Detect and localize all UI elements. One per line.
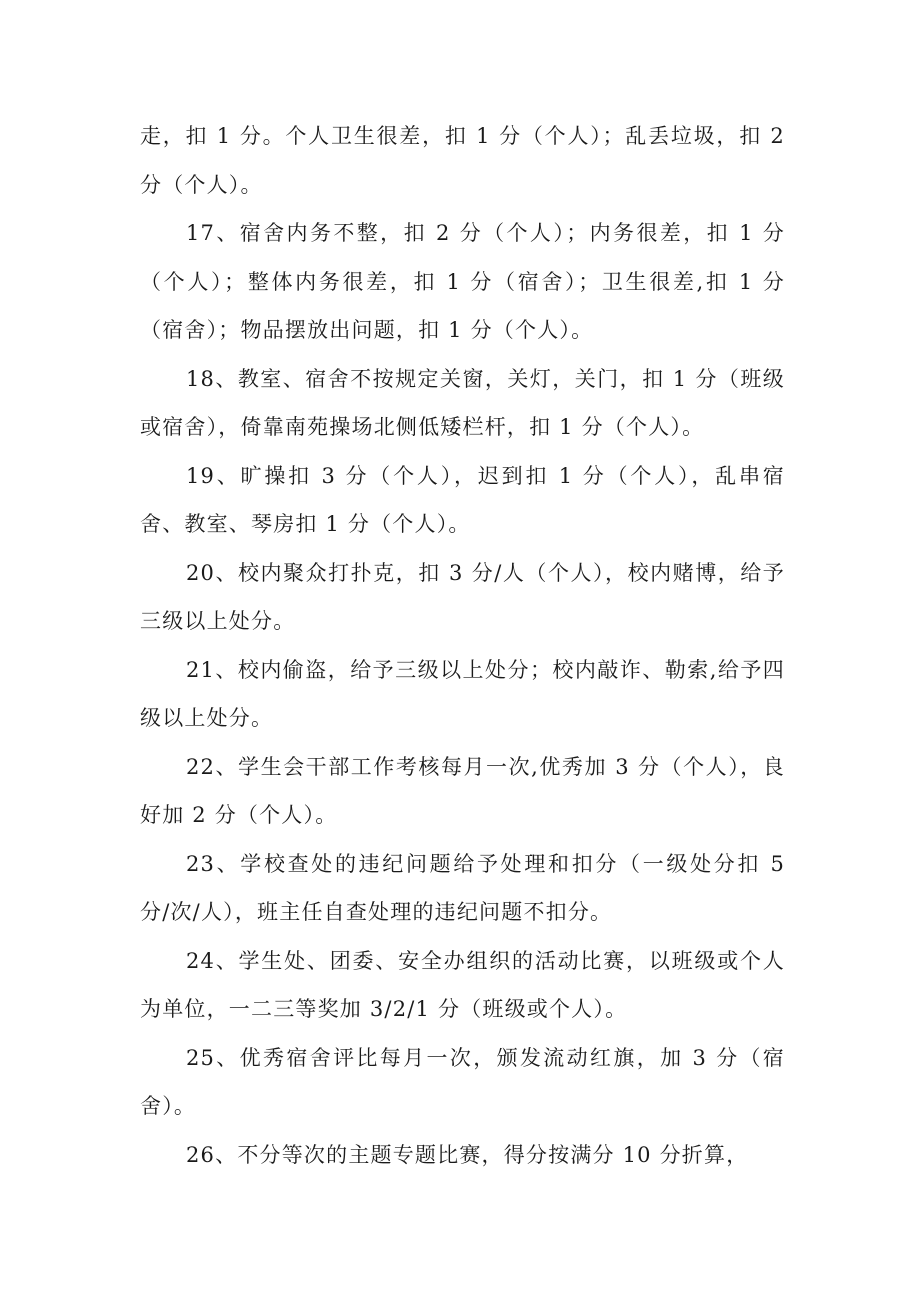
paragraph-continuation: 走，扣 1 分。个人卫生很差，扣 1 分（个人）；乱丢垃圾，扣 2 分（个人）。 xyxy=(140,124,785,197)
paragraph-rule-19: 19、旷操扣 3 分（个人），迟到扣 1 分（个人），乱串宿舍、教室、琴房扣 1 分（个人）。 xyxy=(140,463,785,536)
paragraph-rule-23: 23、学校查处的违纪问题给予处理和扣分（一级处分扣 5 分/次/人），班主任自查处理的违纪问题不扣分。 xyxy=(140,851,785,924)
paragraph-rule-25: 25、优秀宿舍评比每月一次，颁发流动红旗，加 3 分（宿舍）。 xyxy=(140,1045,785,1118)
paragraph-rule-18: 18、教室、宿舍不按规定关窗，关灯，关门，扣 1 分（班级或宿舍），倚靠南苑操场北侧低矮栏杆，扣 1 分（个人）。 xyxy=(140,366,785,439)
paragraph-rule-17: 17、宿舍内务不整，扣 2 分（个人）；内务很差，扣 1 分（个人）；整体内务很差，扣 1 分（宿舍）；卫生很差,扣 1 分（宿舍）；物品摆放出问题，扣 1 分（个人）。 xyxy=(140,221,785,342)
paragraph-rule-24: 24、学生处、团委、安全办组织的活动比赛，以班级或个人为单位，一二三等奖加 3/2/1 分（班级或个人）。 xyxy=(140,948,785,1021)
paragraph-rule-20: 20、校内聚众打扑克，扣 3 分/人（个人），校内赌博，给予三级以上处分。 xyxy=(140,560,785,633)
paragraph-rule-26: 26、不分等次的主题专题比赛，得分按满分 10 分折算， xyxy=(186,1142,749,1167)
paragraph-rule-22: 22、学生会干部工作考核每月一次,优秀加 3 分（个人），良好加 2 分（个人）。 xyxy=(140,754,785,827)
paragraph-rule-21: 21、校内偷盗，给予三级以上处分；校内敲诈、勒索,给予四级以上处分。 xyxy=(140,657,785,730)
document-body xyxy=(140,112,785,1179)
